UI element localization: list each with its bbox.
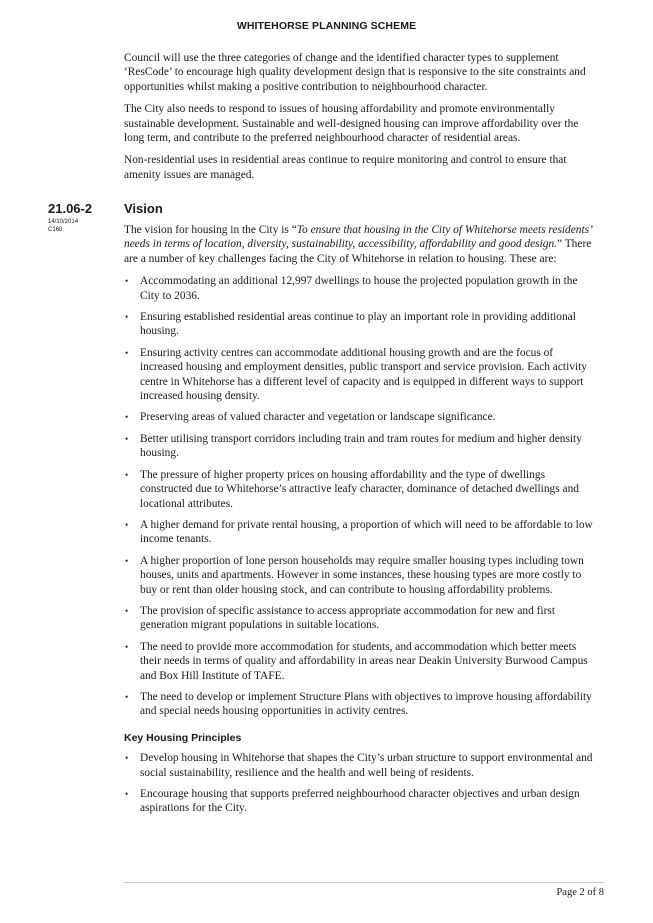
footer-divider: [124, 882, 604, 883]
bullet-icon: •: [125, 312, 129, 323]
challenge-item: [124, 554, 594, 597]
challenge-item: [124, 310, 594, 339]
principle-item-text: Encourage housing that supports preferred neighbourhood character objectives and urban design aspirations for the City.: [140, 788, 580, 815]
bullet-icon: •: [125, 347, 129, 358]
challenge-item: [124, 518, 594, 547]
intro-paragraph-1: Council will use the three categories of change and the identified character types to supplement ‘ResCode’ to encourage high quality development design that is responsive to the site constraints and opportunities whilst making a positive contribution to neighbourhood character.: [124, 52, 586, 93]
clause-title: Vision: [124, 201, 163, 216]
principles-list: [124, 751, 594, 816]
challenge-item: [124, 640, 594, 683]
challenge-item: [124, 274, 594, 303]
challenge-item-text: Ensuring established residential areas continue to play an important role in providing additional housing.: [140, 311, 576, 338]
vision-tail: ” There are a number of key challenges facing the City of Whitehorse in relation to housing. These are:: [124, 238, 592, 265]
clause-amendment: C160: [48, 226, 63, 233]
bullet-icon: •: [125, 433, 129, 444]
bullet-icon: •: [125, 519, 129, 530]
clause-number: 21.06-2: [48, 201, 93, 216]
vision-statement: [124, 223, 594, 266]
challenge-item-text: The need to develop or implement Structure Plans with objectives to improve housing affordability and special needs housing opportunities in activity centres.: [140, 690, 592, 718]
intro-paragraph-3: Non-residential uses in residential areas continue to require monitoring and control to ensure that amenity issues are managed.: [124, 154, 567, 181]
principle-item: [124, 751, 594, 780]
bullet-icon: •: [125, 412, 129, 423]
challenges-list: [124, 274, 594, 719]
vision-lead: The vision for housing in the City is “: [124, 224, 297, 236]
principle-item: [124, 787, 594, 816]
clause-date: 14/10/2014: [48, 219, 79, 225]
clause-metadata: [48, 219, 78, 234]
challenge-item-text: Preserving areas of valued character and vegetation or landscape significance.: [140, 411, 496, 424]
bullet-icon: •: [125, 691, 129, 702]
vision-section: [124, 223, 594, 816]
bullet-icon: •: [125, 789, 129, 799]
bullet-icon: •: [125, 555, 129, 566]
intro-paragraph-2: The City also needs to respond to issues of housing affordability and promote environmentally sustainable development. Sustainable and well-designed housing can improve affordability over the long term, and contribute to the preferred neighbourhood character of residential areas.: [124, 103, 579, 145]
challenge-item-text: The need to provide more accommodation for students, and accommodation which better meets their needs in terms of quality and affordability in areas near Deakin University Burwood Campus and Box Hill Institute of TAFE.: [140, 640, 588, 682]
principles-heading: Key Housing Principles: [124, 731, 242, 744]
challenge-item-text: A higher demand for private rental housing, a proportion of which will need to be affordable to low income tenants.: [140, 518, 593, 546]
challenge-item-text: Ensuring activity centres can accommodate additional housing growth and are the focus of increased housing and employment densities, public transport and service provision. Each activity centre in Whitehorse has a different level of capacity and is equipped in different ways to support increased housing density.: [140, 346, 587, 403]
page-header-title: WHITEHORSE PLANNING SCHEME: [236, 20, 417, 32]
principle-item-text: Develop housing in Whitehorse that shapes the City’s urban structure to support environmental and social sustainability, resilience and the health and well being of residents.: [140, 752, 593, 779]
challenge-item-text: A higher proportion of lone person households may require smaller housing types including town houses, units and apartments. However in some instances, these housing types are more costly to buy or rent than older housing stock, and can contribute to housing affordability problems.: [140, 554, 584, 596]
challenge-item: [124, 346, 594, 404]
challenge-item: [124, 604, 594, 633]
bullet-icon: •: [125, 605, 129, 616]
bullet-icon: •: [125, 469, 129, 480]
page-number: Page 2 of 8: [556, 887, 604, 898]
challenge-item-text: Better utilising transport corridors including train and tram routes for medium and higher density housing.: [140, 432, 582, 460]
challenge-item: [124, 468, 594, 511]
bullet-icon: •: [125, 753, 129, 764]
vision-quote: To ensure that housing in the City of Whitehorse meets residents’ needs in terms of location, diversity, sustainability, accessibility, affordability and good design.: [124, 224, 592, 251]
challenge-item: [124, 410, 594, 424]
challenge-item: [124, 432, 594, 461]
challenge-item-text: Accommodating an additional 12,997 dwellings to house the projected population growth in the City to 2036.: [140, 275, 578, 302]
bullet-icon: •: [125, 276, 129, 287]
intro-section: [124, 51, 594, 182]
challenge-item-text: The provision of specific assistance to access appropriate accommodation for new and first generation migrant populations in suitable locations.: [140, 604, 555, 632]
challenge-item: [124, 690, 594, 719]
challenge-item-text: The pressure of higher property prices on housing affordability and the type of dwellings constructed due to Whitehorse’s attractive leafy character, dominance of detached dwellings and locational attributes.: [140, 468, 579, 510]
bullet-icon: •: [125, 641, 129, 652]
